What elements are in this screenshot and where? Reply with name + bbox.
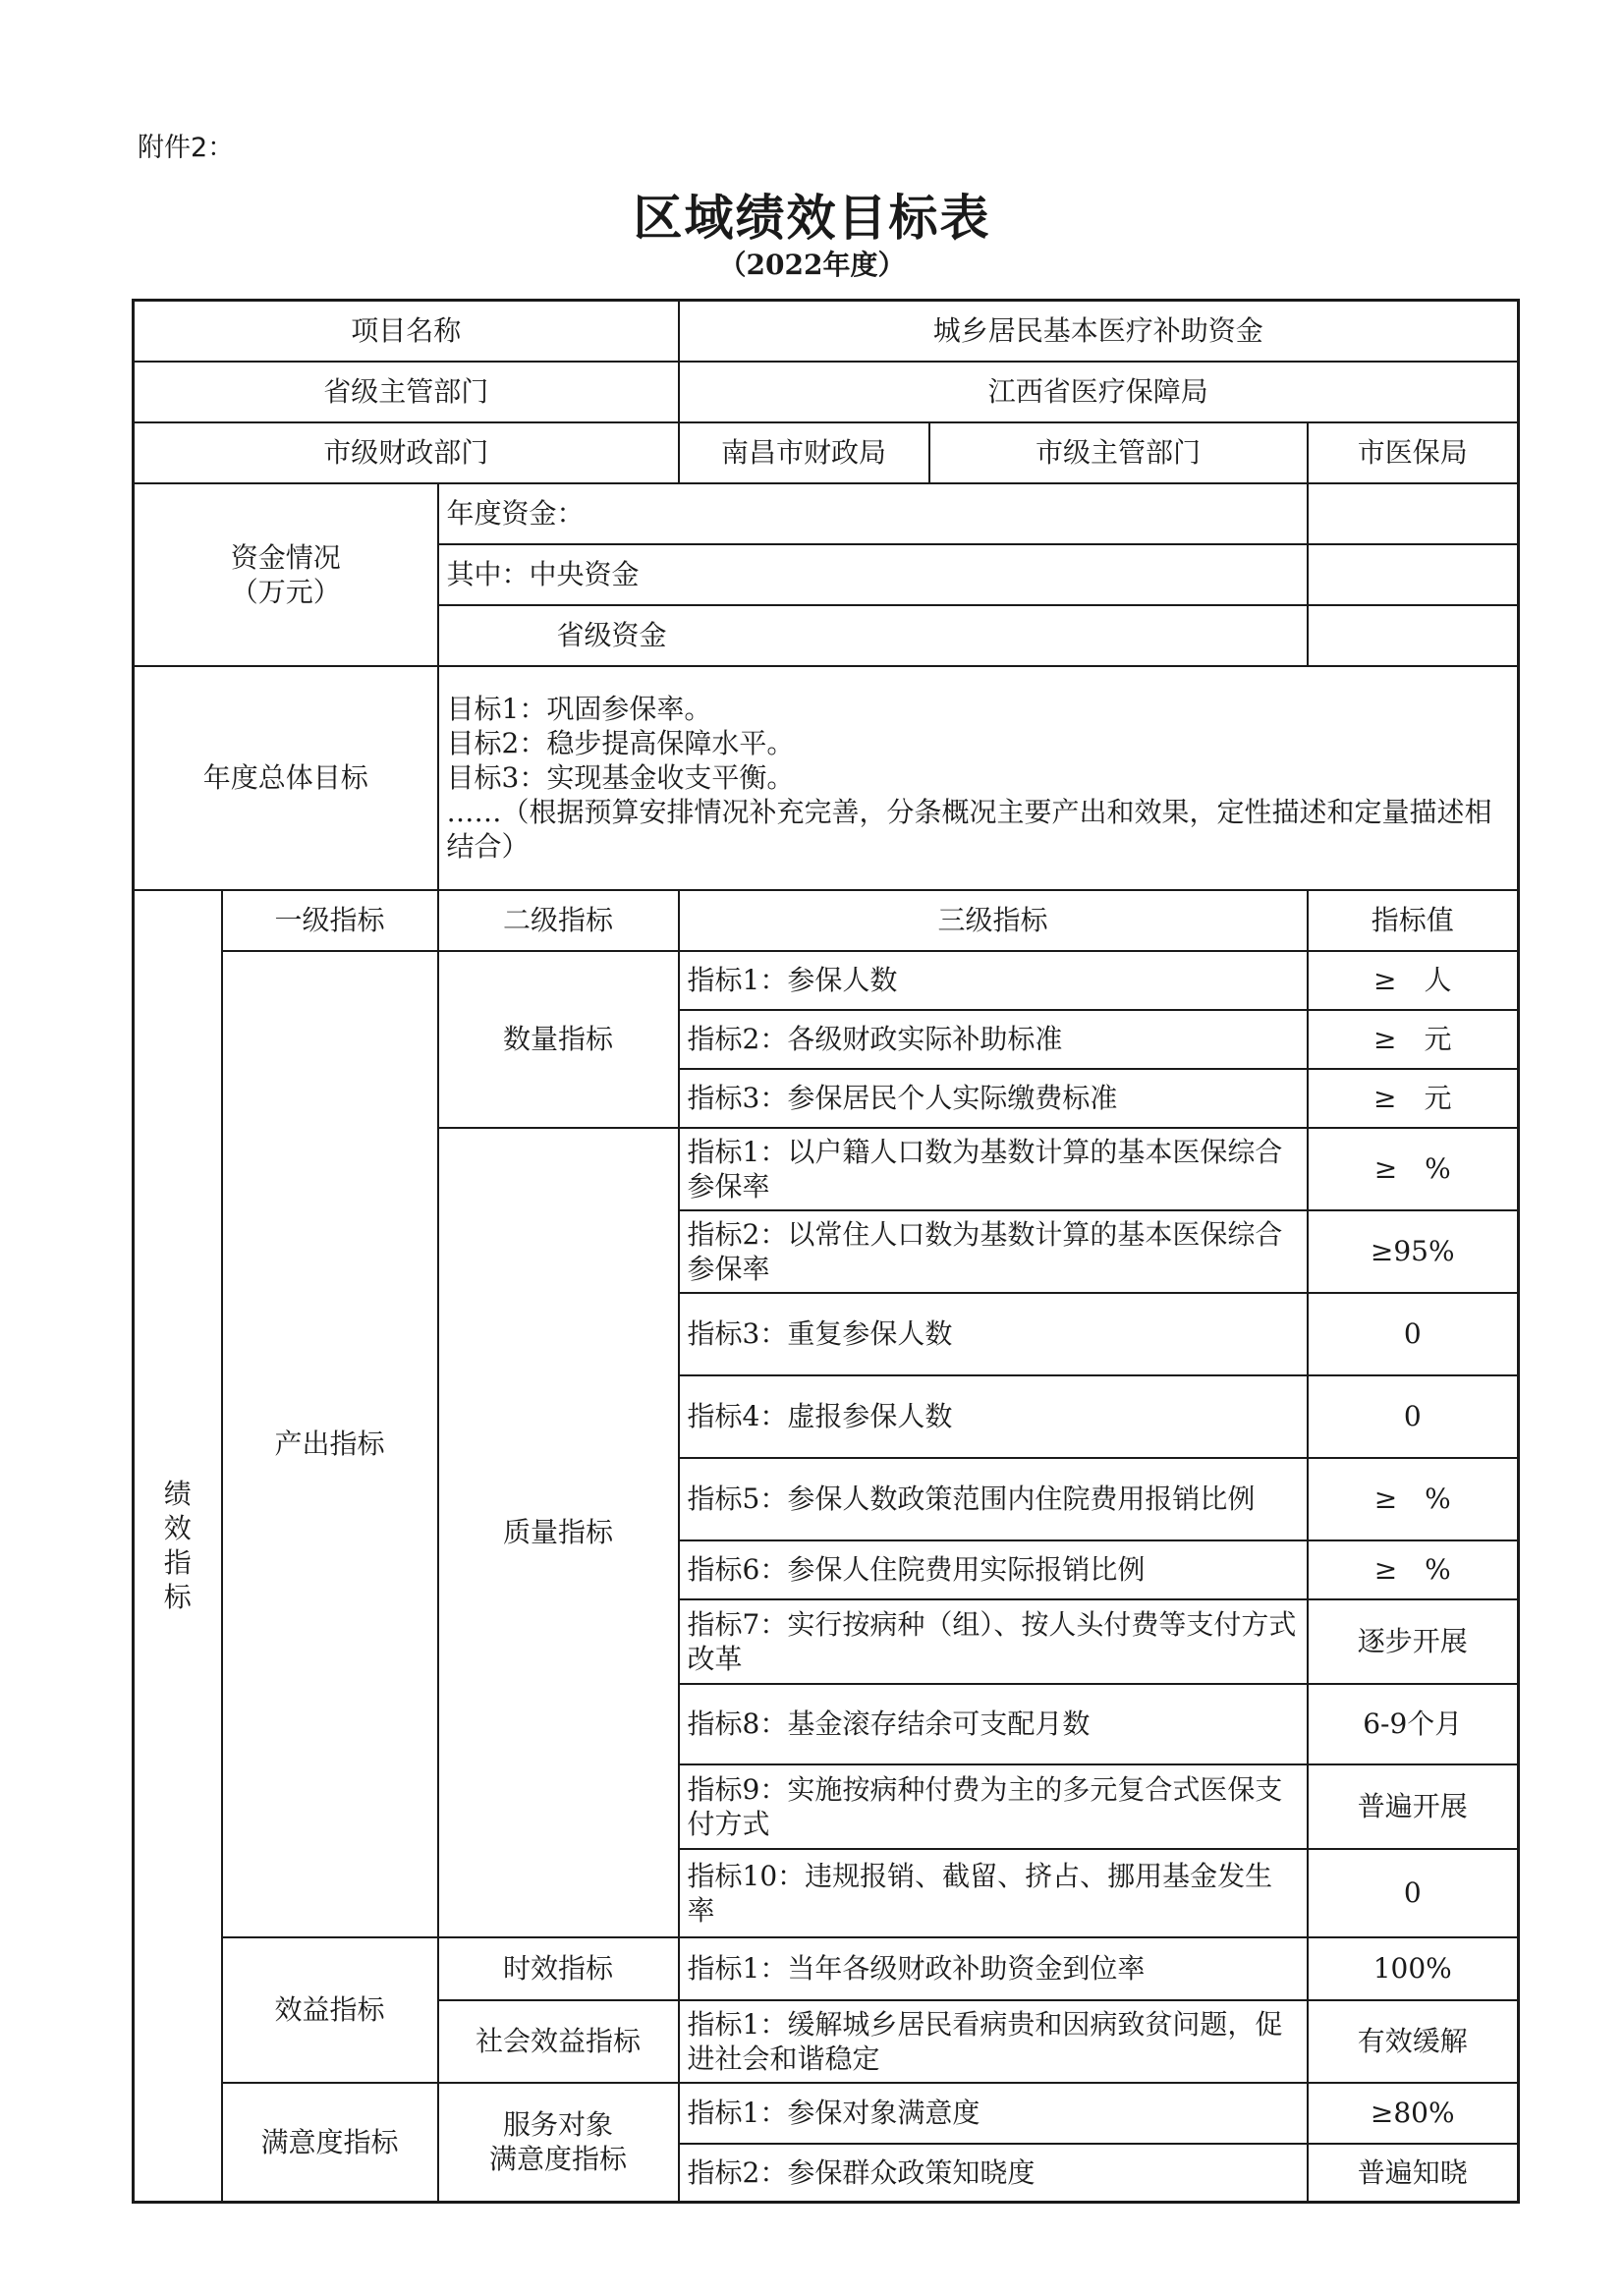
indicator-value: ≥80% (1308, 2083, 1519, 2144)
quantity-indicators-label: 数量指标 (438, 951, 679, 1128)
indicator-value: 0 (1308, 1849, 1519, 1937)
header-level1: 一级指标 (222, 890, 438, 951)
goal-line: ……（根据预算安排情况补充完善，分条概况主要产出和效果，定性描述和定量描述相结合） (446, 796, 1492, 863)
goal-line: 目标1：巩固参保率。 (446, 693, 712, 725)
indicator-value: ≥ 元 (1308, 1069, 1519, 1128)
indicator-text: 指标9：实施按病种付费为主的多元复合式医保支付方式 (679, 1764, 1308, 1849)
indicator-value: ≥ % (1308, 1458, 1519, 1540)
page-title: 区域绩效目标表 (633, 190, 991, 247)
funds-label-line2: （万元） (230, 575, 341, 608)
funds-central: 其中：中央资金 (438, 544, 1308, 605)
perf-label-char: 效 (163, 1512, 192, 1545)
year-subtitle: （2022年度） (718, 249, 906, 281)
indicator-text: 指标1：参保对象满意度 (679, 2083, 1308, 2144)
provincial-dept-label: 省级主管部门 (134, 362, 679, 422)
indicator-text: 指标6：参保人住院费用实际报销比例 (679, 1540, 1308, 1599)
perf-label-char: 绩 (163, 1478, 192, 1511)
indicator-text: 指标2：参保群众政策知晓度 (679, 2144, 1308, 2203)
annual-goals-label: 年度总体目标 (134, 666, 438, 890)
funds-provincial: 省级资金 (438, 605, 1308, 666)
funds-annual-value (1308, 483, 1519, 544)
perf-label-char: 指 (163, 1546, 192, 1580)
indicator-text: 指标1：参保人数 (679, 951, 1308, 1010)
city-finance-label: 市级财政部门 (134, 422, 679, 483)
indicator-text: 指标8：基金滚存结余可支配月数 (679, 1684, 1308, 1764)
service-label-line1: 服务对象 (503, 2108, 614, 2142)
indicator-value: 100% (1308, 1937, 1519, 2000)
indicator-value: ≥ % (1308, 1128, 1519, 1210)
timeliness-indicators-label: 时效指标 (438, 1937, 679, 2000)
annual-goals-content (438, 666, 1519, 890)
indicator-text: 指标1：缓解城乡居民看病贵和因病致贫问题，促进社会和谐稳定 (679, 2000, 1308, 2083)
project-name-label: 项目名称 (134, 301, 679, 362)
indicator-text: 指标4：虚报参保人数 (679, 1375, 1308, 1458)
provincial-dept-value: 江西省医疗保障局 (679, 362, 1519, 422)
indicator-text: 指标5：参保人数政策范围内住院费用报销比例 (679, 1458, 1308, 1540)
indicator-text: 指标7：实行按病种（组）、按人头付费等支付方式改革 (679, 1599, 1308, 1684)
benefit-indicators-label: 效益指标 (222, 1937, 438, 2083)
indicator-value: 有效缓解 (1308, 2000, 1519, 2083)
service-label-line2: 满意度指标 (489, 2143, 628, 2176)
performance-indicators-label (134, 890, 222, 2203)
indicator-value: 普遍知晓 (1308, 2144, 1519, 2203)
quality-indicators-label: 质量指标 (438, 1128, 679, 1937)
header-level2: 二级指标 (438, 890, 679, 951)
city-dept-value: 市医保局 (1308, 422, 1519, 483)
indicator-value: 0 (1308, 1375, 1519, 1458)
funds-label-line1: 资金情况 (230, 540, 341, 574)
funds-provincial-value (1308, 605, 1519, 666)
attachment-label: 附件2： (138, 133, 235, 163)
goal-line: 目标3：实现基金收支平衡。 (446, 761, 795, 794)
indicator-text: 指标1：以户籍人口数为基数计算的基本医保综合参保率 (679, 1128, 1308, 1210)
perf-label-char: 标 (163, 1581, 192, 1614)
indicator-value: ≥ % (1308, 1540, 1519, 1599)
indicator-text: 指标3：重复参保人数 (679, 1293, 1308, 1375)
indicator-text: 指标10：违规报销、截留、挤占、挪用基金发生率 (679, 1849, 1308, 1937)
service-satisfaction-label (438, 2083, 679, 2203)
city-finance-value: 南昌市财政局 (679, 422, 929, 483)
indicator-text: 指标3：参保居民个人实际缴费标准 (679, 1069, 1308, 1128)
indicator-text: 指标1：当年各级财政补助资金到位率 (679, 1937, 1308, 2000)
goal-line: 目标2：稳步提高保障水平。 (446, 727, 795, 759)
indicator-text: 指标2：各级财政实际补助标准 (679, 1010, 1308, 1069)
city-dept-label: 市级主管部门 (929, 422, 1308, 483)
performance-target-table (132, 299, 1520, 2204)
funds-label (134, 483, 438, 666)
project-name-value: 城乡居民基本医疗补助资金 (679, 301, 1519, 362)
header-level3: 三级指标 (679, 890, 1308, 951)
satisfaction-indicators-label: 满意度指标 (222, 2083, 438, 2203)
indicator-value: 逐步开展 (1308, 1599, 1519, 1684)
funds-central-value (1308, 544, 1519, 605)
indicator-text: 指标2：以常住人口数为基数计算的基本医保综合参保率 (679, 1210, 1308, 1293)
indicator-value: 6-9个月 (1308, 1684, 1519, 1764)
indicator-value: 普遍开展 (1308, 1764, 1519, 1849)
funds-annual: 年度资金： (438, 483, 1308, 544)
indicator-value: 0 (1308, 1293, 1519, 1375)
social-benefit-indicators-label: 社会效益指标 (438, 2000, 679, 2083)
indicator-value: ≥ 元 (1308, 1010, 1519, 1069)
indicator-value: ≥95% (1308, 1210, 1519, 1293)
header-value: 指标值 (1308, 890, 1519, 951)
indicator-value: ≥ 人 (1308, 951, 1519, 1010)
output-indicators-label: 产出指标 (222, 951, 438, 1937)
